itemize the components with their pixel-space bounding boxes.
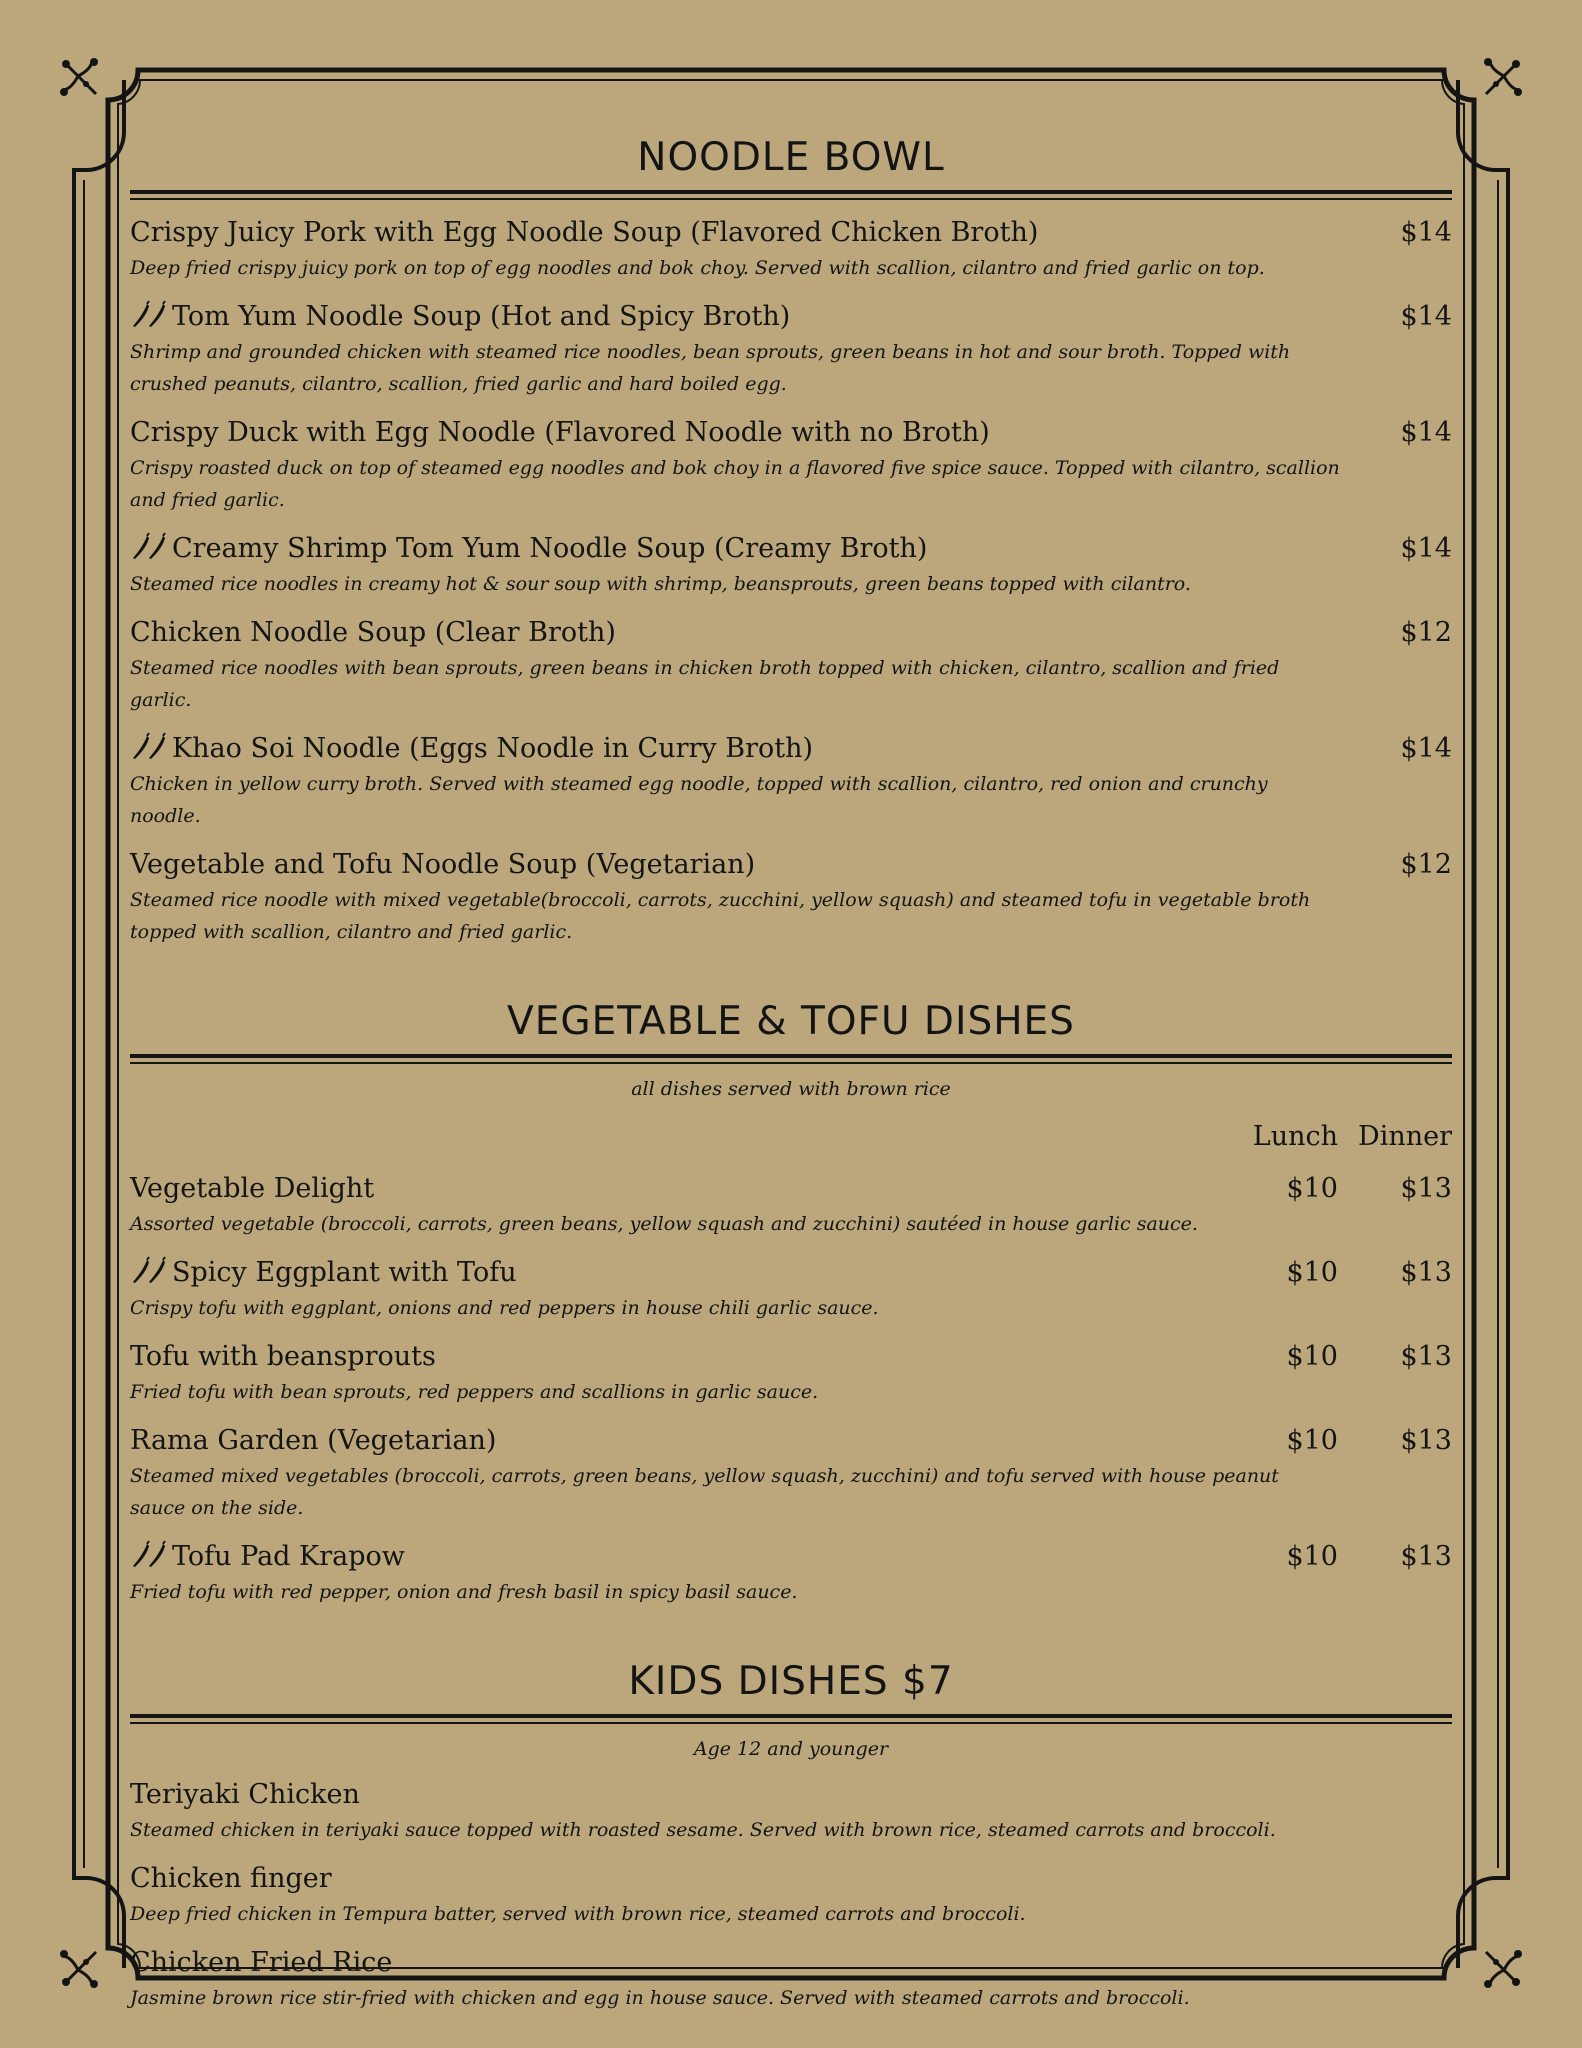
menu-item-description: Steamed rice noodles with bean sprouts, green beans in chicken broth topped with chicken, cilantro, scallion and fried garlic.: [130, 657, 1280, 711]
chili-pepper-icon: [130, 1256, 170, 1284]
menu-item-price: $14: [1400, 301, 1452, 332]
menu-item: [130, 1776, 1452, 1846]
menu-item-price: $14: [1400, 533, 1452, 564]
section-title-noodle-bowl: NOODLE BOWL: [637, 135, 945, 180]
dinner-column-header: Dinner: [1358, 1121, 1452, 1152]
menu-item-description: Fried tofu with red pepper, onion and fresh basil in spicy basil sauce.: [130, 1581, 798, 1603]
section-note: Age 12 and younger: [693, 1738, 889, 1760]
menu-item-name: Teriyaki Chicken: [130, 1779, 360, 1810]
flourish-icon: [56, 54, 106, 104]
menu-item-title: [130, 298, 1452, 336]
menu-item-title: [130, 1538, 1452, 1576]
noodle-bowl-section: [130, 128, 1452, 948]
menu-item-lunch-price: $10: [1286, 1425, 1338, 1456]
section-rule: [130, 1714, 1452, 1718]
menu-item-description: Deep fried crispy juicy pork on top of egg noodles and bok choy. Served with scallion, cilantro and fried garlic on top.: [130, 257, 1265, 279]
menu-item-description: Fried tofu with bean sprouts, red peppers and scallions in garlic sauce.: [130, 1381, 819, 1403]
menu-item-title: [130, 1860, 1452, 1898]
menu-item-title: [130, 1944, 1452, 1982]
menu-item-price: $14: [1400, 733, 1452, 764]
menu-item-lunch-price: $10: [1286, 1257, 1338, 1288]
menu-item-description: Assorted vegetable (broccoli, carrots, green beans, yellow squash and zucchini) sautéed in house garlic sauce.: [130, 1213, 1198, 1235]
chili-pepper-icon: [130, 732, 170, 760]
menu-item-title: [130, 846, 1452, 884]
menu-item-price: $12: [1400, 849, 1452, 880]
kids-section: [130, 1652, 1452, 2014]
section-rule: [130, 190, 1452, 194]
chili-pepper-icon: [130, 1540, 170, 1568]
menu-item-description: Crispy roasted duck on top of steamed egg noodles and bok choy in a flavored five spice sauce. Topped with cilantro, scallion and fried garlic.: [130, 457, 1340, 511]
menu-item-name: Rama Garden (Vegetarian): [130, 1425, 497, 1456]
menu-content: [130, 128, 1452, 2014]
menu-item-name: Vegetable and Tofu Noodle Soup (Vegetarian): [130, 849, 756, 880]
vegetable-tofu-section: [130, 992, 1452, 1608]
menu-item: [130, 1170, 1452, 1240]
menu-item: [130, 1254, 1452, 1324]
menu-item: [130, 1338, 1452, 1408]
menu-item: [130, 214, 1452, 284]
menu-item-description: Jasmine brown rice stir-fried with chicken and egg in house sauce. Served with steamed carrots and broccoli.: [130, 1987, 1190, 2009]
noodle-bowl-list: [130, 214, 1452, 948]
chili-pepper-icon: [130, 300, 170, 328]
menu-item-lunch-price: $10: [1286, 1173, 1338, 1204]
menu-item: [130, 1860, 1452, 1930]
menu-item-name: Chicken finger: [130, 1863, 332, 1894]
chili-pepper-icon: [130, 532, 170, 560]
section-rule: [130, 1054, 1452, 1058]
menu-item-title: [130, 1422, 1452, 1460]
menu-item-title: [130, 1170, 1452, 1208]
menu-item-name: Tofu with beansprouts: [130, 1341, 436, 1372]
menu-item-description: Chicken in yellow curry broth. Served with steamed egg noodle, topped with scallion, cilantro, red onion and crunchy noodle.: [130, 773, 1268, 827]
menu-item-name: Tofu Pad Krapow: [172, 1541, 405, 1572]
menu-item-description: Steamed rice noodles in creamy hot & sour soup with shrimp, beansprouts, green beans topped with cilantro.: [130, 573, 1191, 595]
menu-item-lunch-price: $10: [1286, 1341, 1338, 1372]
menu-item-dinner-price: $13: [1400, 1425, 1452, 1456]
menu-item-name: Crispy Juicy Pork with Egg Noodle Soup (Flavored Chicken Broth): [130, 217, 1039, 248]
section-rule: [130, 1722, 1452, 1724]
menu-item-name: Tom Yum Noodle Soup (Hot and Spicy Broth): [172, 301, 791, 332]
menu-item-name: Chicken Fried Rice: [130, 1947, 393, 1978]
menu-item-dinner-price: $13: [1400, 1173, 1452, 1204]
menu-item-name: Khao Soi Noodle (Eggs Noodle in Curry Broth): [172, 733, 814, 764]
menu-item-title: [130, 1254, 1452, 1292]
menu-item: [130, 614, 1452, 716]
section-note: all dishes served with brown rice: [631, 1078, 951, 1100]
menu-item: [130, 730, 1452, 832]
menu-item-description: Steamed chicken in teriyaki sauce topped with roasted sesame. Served with brown rice, steamed carrots and broccoli.: [130, 1819, 1276, 1841]
price-column-headers: [130, 1118, 1452, 1156]
menu-item: [130, 298, 1452, 400]
menu-item-dinner-price: $13: [1400, 1341, 1452, 1372]
flourish-icon: [1476, 1942, 1526, 1992]
menu-item-description: Steamed rice noodle with mixed vegetable(broccoli, carrots, zucchini, yellow squash) and steamed tofu in vegetable broth topped with scallion, cilantro and fried garlic.: [130, 889, 1311, 943]
menu-item-price: $12: [1400, 617, 1452, 648]
menu-item-description: Steamed mixed vegetables (broccoli, carrots, green beans, yellow squash, zucchini) and tofu served with house peanut sauce on the side.: [130, 1465, 1279, 1519]
section-title-kids: KIDS DISHES $7: [628, 1659, 954, 1704]
menu-item: [130, 846, 1452, 948]
menu-item: [130, 414, 1452, 516]
lunch-column-header: Lunch: [1252, 1121, 1338, 1152]
section-rule: [130, 198, 1452, 200]
menu-item-title: [130, 530, 1452, 568]
menu-item-price: $14: [1400, 417, 1452, 448]
menu-item: [130, 530, 1452, 600]
menu-item-name: Creamy Shrimp Tom Yum Noodle Soup (Creamy Broth): [172, 533, 928, 564]
menu-item: [130, 1422, 1452, 1524]
menu-item: [130, 1538, 1452, 1608]
menu-item-title: [130, 730, 1452, 768]
menu-item-description: Crispy tofu with eggplant, onions and red peppers in house chili garlic sauce.: [130, 1297, 879, 1319]
menu-item-price: $14: [1400, 217, 1452, 248]
menu-item: [130, 1944, 1452, 2014]
vegetable-tofu-list: [130, 1170, 1452, 1608]
kids-list: [130, 1776, 1452, 2014]
menu-item-description: Deep fried chicken in Tempura batter, served with brown rice, steamed carrots and broccoli.: [130, 1903, 1026, 1925]
section-title-vegetable-tofu: VEGETABLE & TOFU DISHES: [507, 999, 1075, 1044]
menu-item-description: Shrimp and grounded chicken with steamed rice noodles, bean sprouts, green beans in hot and sour broth. Topped with crushed peanuts, cilantro, scallion, fried garlic and hard boiled egg.: [130, 341, 1291, 395]
flourish-icon: [56, 1942, 106, 1992]
menu-item-dinner-price: $13: [1400, 1541, 1452, 1572]
menu-item-name: Vegetable Delight: [130, 1173, 375, 1204]
menu-item-title: [130, 1338, 1452, 1376]
menu-item-lunch-price: $10: [1286, 1541, 1338, 1572]
menu-item-title: [130, 1776, 1452, 1814]
flourish-icon: [1476, 54, 1526, 104]
menu-item-name: Chicken Noodle Soup (Clear Broth): [130, 617, 616, 648]
section-rule: [130, 1062, 1452, 1064]
menu-item-name: Spicy Eggplant with Tofu: [172, 1257, 517, 1288]
menu-item-title: [130, 214, 1452, 252]
menu-item-title: [130, 614, 1452, 652]
menu-item-name: Crispy Duck with Egg Noodle (Flavored Noodle with no Broth): [130, 417, 990, 448]
menu-item-title: [130, 414, 1452, 452]
menu-item-dinner-price: $13: [1400, 1257, 1452, 1288]
